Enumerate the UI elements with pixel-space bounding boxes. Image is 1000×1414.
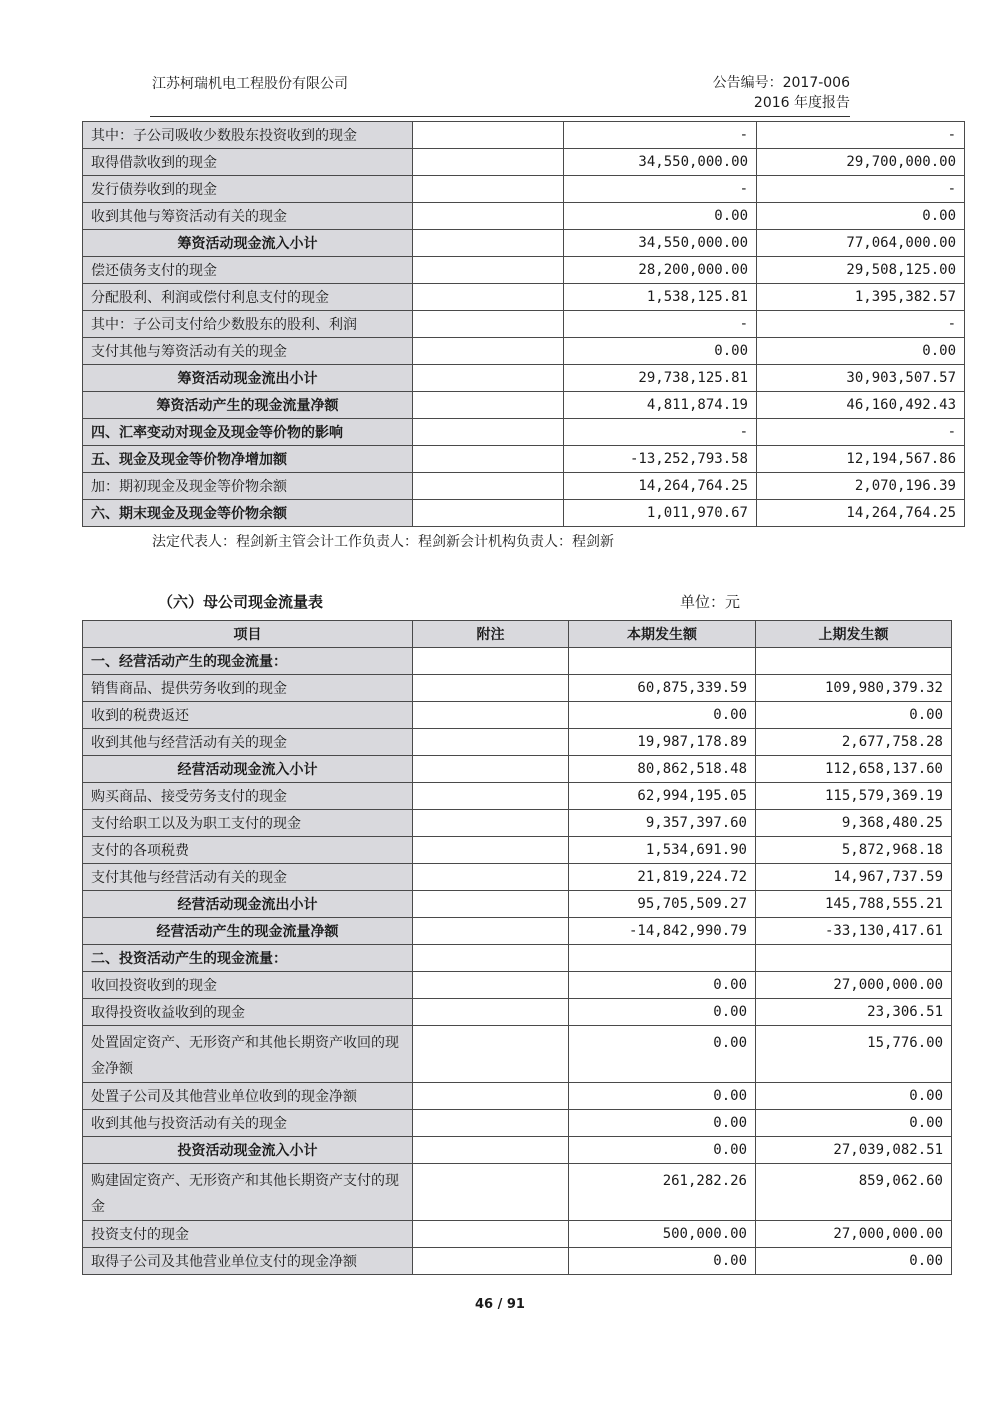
row-note xyxy=(413,972,569,999)
prior-value: 29,508,125.00 xyxy=(757,257,965,284)
prior-value: 9,368,480.25 xyxy=(756,810,952,837)
prior-value: 1,395,382.57 xyxy=(757,284,965,311)
prior-value xyxy=(756,945,952,972)
row-note xyxy=(413,783,569,810)
current-value: - xyxy=(564,122,757,149)
row-label: 偿还债务支付的现金 xyxy=(83,257,413,284)
row-note xyxy=(413,446,564,473)
table-row xyxy=(83,783,952,810)
table-row xyxy=(83,756,952,783)
header-prior: 上期发生额 xyxy=(756,621,952,648)
table-row xyxy=(83,810,952,837)
prior-value: - xyxy=(757,311,965,338)
table-header-row xyxy=(83,621,952,648)
current-value: 4,811,874.19 xyxy=(564,392,757,419)
row-label: 五、现金及现金等价物净增加额 xyxy=(83,446,413,473)
row-note xyxy=(413,729,569,756)
row-note xyxy=(413,122,564,149)
current-value: 0.00 xyxy=(569,1110,756,1137)
prior-value: 27,000,000.00 xyxy=(756,972,952,999)
row-label: 取得投资收益收到的现金 xyxy=(83,999,413,1026)
prior-value: 109,980,379.32 xyxy=(756,675,952,702)
prior-value: 859,062.60 xyxy=(756,1164,952,1221)
current-value: 500,000.00 xyxy=(569,1221,756,1248)
table-row xyxy=(83,648,952,675)
row-label: 二、投资活动产生的现金流量： xyxy=(83,945,413,972)
current-value: 261,282.26 xyxy=(569,1164,756,1221)
prior-value: 5,872,968.18 xyxy=(756,837,952,864)
row-note xyxy=(413,999,569,1026)
row-note xyxy=(413,702,569,729)
row-note xyxy=(413,419,564,446)
table-row xyxy=(83,1164,952,1221)
row-note xyxy=(413,257,564,284)
row-note xyxy=(413,675,569,702)
row-note xyxy=(413,864,569,891)
current-value: 21,819,224.72 xyxy=(569,864,756,891)
row-label: 六、期末现金及现金等价物余额 xyxy=(83,500,413,527)
prior-value: -33,130,417.61 xyxy=(756,918,952,945)
current-value: 0.00 xyxy=(569,999,756,1026)
table-row xyxy=(83,1221,952,1248)
current-value: 0.00 xyxy=(569,1137,756,1164)
table-row xyxy=(83,1083,952,1110)
row-note xyxy=(413,1026,569,1083)
row-label: 收回投资收到的现金 xyxy=(83,972,413,999)
row-note xyxy=(413,473,564,500)
table-row xyxy=(83,702,952,729)
current-value: - xyxy=(564,419,757,446)
prior-value xyxy=(756,648,952,675)
row-note xyxy=(413,176,564,203)
table-row xyxy=(83,864,952,891)
table-row xyxy=(83,365,965,392)
table-row xyxy=(83,1137,952,1164)
table-row xyxy=(83,311,965,338)
current-value: 60,875,339.59 xyxy=(569,675,756,702)
financing-cashflow-table xyxy=(82,121,965,527)
row-label: 其中：子公司吸收少数股东投资收到的现金 xyxy=(83,122,413,149)
row-label: 一、经营活动产生的现金流量： xyxy=(83,648,413,675)
prior-value: 0.00 xyxy=(757,203,965,230)
row-label: 加：期初现金及现金等价物余额 xyxy=(83,473,413,500)
table-row xyxy=(83,257,965,284)
row-label: 支付给职工以及为职工支付的现金 xyxy=(83,810,413,837)
table-row xyxy=(83,837,952,864)
table-row xyxy=(83,419,965,446)
prior-value: - xyxy=(757,419,965,446)
table-row xyxy=(83,203,965,230)
row-note xyxy=(413,392,564,419)
row-label: 购建固定资产、无形资产和其他长期资产支付的现金 xyxy=(83,1164,413,1221)
header-right xyxy=(713,73,850,113)
row-note xyxy=(413,1221,569,1248)
current-value: -14,842,990.79 xyxy=(569,918,756,945)
table-row xyxy=(83,891,952,918)
prior-value: 27,000,000.00 xyxy=(756,1221,952,1248)
table-row xyxy=(83,473,965,500)
unit-label: 单位：元 xyxy=(680,593,741,611)
table-row xyxy=(83,729,952,756)
prior-value: - xyxy=(757,122,965,149)
table-row xyxy=(83,149,965,176)
prior-value: 145,788,555.21 xyxy=(756,891,952,918)
prior-value: 27,039,082.51 xyxy=(756,1137,952,1164)
prior-value: 14,264,764.25 xyxy=(757,500,965,527)
prior-value: 30,903,507.57 xyxy=(757,365,965,392)
row-note xyxy=(413,1083,569,1110)
prior-value: 0.00 xyxy=(756,1083,952,1110)
current-value: - xyxy=(564,311,757,338)
prior-value: 0.00 xyxy=(756,702,952,729)
header-current: 本期发生额 xyxy=(569,621,756,648)
row-label: 处置固定资产、无形资产和其他长期资产收回的现金净额 xyxy=(83,1026,413,1083)
table-row xyxy=(83,1110,952,1137)
current-value: 1,538,125.81 xyxy=(564,284,757,311)
row-label: 经营活动产生的现金流量净额 xyxy=(83,918,413,945)
table-row xyxy=(83,945,952,972)
row-label: 购买商品、接受劳务支付的现金 xyxy=(83,783,413,810)
notice-number: 公告编号：2017-006 xyxy=(712,75,850,91)
prior-value: 2,070,196.39 xyxy=(757,473,965,500)
current-value: 80,862,518.48 xyxy=(569,756,756,783)
row-label: 发行债券收到的现金 xyxy=(83,176,413,203)
table-row xyxy=(83,972,952,999)
row-label: 支付其他与筹资活动有关的现金 xyxy=(83,338,413,365)
current-value: 1,011,970.67 xyxy=(564,500,757,527)
row-label: 取得借款收到的现金 xyxy=(83,149,413,176)
current-value: 0.00 xyxy=(569,972,756,999)
prior-value: 23,306.51 xyxy=(756,999,952,1026)
current-value: 0.00 xyxy=(569,1248,756,1275)
row-label: 支付其他与经营活动有关的现金 xyxy=(83,864,413,891)
table-row xyxy=(83,446,965,473)
prior-value: 0.00 xyxy=(756,1248,952,1275)
current-value: 0.00 xyxy=(569,1083,756,1110)
row-label: 投资活动现金流入小计 xyxy=(83,1137,413,1164)
header-rule xyxy=(150,116,850,117)
row-label: 经营活动现金流出小计 xyxy=(83,891,413,918)
current-value: 0.00 xyxy=(564,338,757,365)
report-year: 2016 年度报告 xyxy=(753,95,850,111)
row-label: 四、汇率变动对现金及现金等价物的影响 xyxy=(83,419,413,446)
current-value: 9,357,397.60 xyxy=(569,810,756,837)
prior-value: 14,967,737.59 xyxy=(756,864,952,891)
row-note xyxy=(413,149,564,176)
row-label: 处置子公司及其他营业单位收到的现金净额 xyxy=(83,1083,413,1110)
table-row xyxy=(83,999,952,1026)
table-row xyxy=(83,176,965,203)
prior-value: 46,160,492.43 xyxy=(757,392,965,419)
row-label: 其中：子公司支付给少数股东的股利、利润 xyxy=(83,311,413,338)
current-value: 34,550,000.00 xyxy=(564,149,757,176)
row-note xyxy=(413,1164,569,1221)
prior-value: 115,579,369.19 xyxy=(756,783,952,810)
current-value xyxy=(569,648,756,675)
row-label: 收到的税费返还 xyxy=(83,702,413,729)
current-value: 0.00 xyxy=(569,1026,756,1083)
prior-value: 29,700,000.00 xyxy=(757,149,965,176)
current-value: 0.00 xyxy=(564,203,757,230)
row-note xyxy=(413,918,569,945)
current-value: 29,738,125.81 xyxy=(564,365,757,392)
table-row xyxy=(83,675,952,702)
prior-value: - xyxy=(757,176,965,203)
current-value: 62,994,195.05 xyxy=(569,783,756,810)
prior-value: 112,658,137.60 xyxy=(756,756,952,783)
row-label: 投资支付的现金 xyxy=(83,1221,413,1248)
prior-value: 2,677,758.28 xyxy=(756,729,952,756)
row-note xyxy=(413,338,564,365)
row-note xyxy=(413,284,564,311)
current-value: 34,550,000.00 xyxy=(564,230,757,257)
table-row xyxy=(83,1026,952,1083)
table-row xyxy=(83,230,965,257)
table-row xyxy=(83,338,965,365)
row-label: 销售商品、提供劳务收到的现金 xyxy=(83,675,413,702)
current-value: 14,264,764.25 xyxy=(564,473,757,500)
row-label: 收到其他与投资活动有关的现金 xyxy=(83,1110,413,1137)
row-note xyxy=(413,1110,569,1137)
table-row xyxy=(83,122,965,149)
row-label: 取得子公司及其他营业单位支付的现金净额 xyxy=(83,1248,413,1275)
row-label: 收到其他与筹资活动有关的现金 xyxy=(83,203,413,230)
table-row xyxy=(83,284,965,311)
row-note xyxy=(413,500,564,527)
row-note xyxy=(413,945,569,972)
company-name: 江苏柯瑞机电工程股份有限公司 xyxy=(152,76,348,92)
page-number: 46 / 91 xyxy=(475,1297,525,1312)
prior-value: 0.00 xyxy=(756,1110,952,1137)
current-value: 19,987,178.89 xyxy=(569,729,756,756)
prior-value: 0.00 xyxy=(757,338,965,365)
row-label: 筹资活动现金流出小计 xyxy=(83,365,413,392)
row-note xyxy=(413,230,564,257)
parent-cashflow-title: （六）母公司现金流量表 xyxy=(158,593,324,611)
table-row xyxy=(83,500,965,527)
row-note xyxy=(413,1248,569,1275)
current-value: 28,200,000.00 xyxy=(564,257,757,284)
table-row xyxy=(83,918,952,945)
current-value: - xyxy=(564,176,757,203)
row-note xyxy=(413,837,569,864)
row-label: 收到其他与经营活动有关的现金 xyxy=(83,729,413,756)
signature-footnote: 法定代表人：程剑新主管会计工作负责人：程剑新会计机构负责人：程剑新 xyxy=(152,534,614,550)
header-note: 附注 xyxy=(413,621,569,648)
row-note xyxy=(413,365,564,392)
row-label: 经营活动现金流入小计 xyxy=(83,756,413,783)
current-value: 0.00 xyxy=(569,702,756,729)
prior-value: 77,064,000.00 xyxy=(757,230,965,257)
row-label: 筹资活动现金流入小计 xyxy=(83,230,413,257)
prior-value: 12,194,567.86 xyxy=(757,446,965,473)
row-note xyxy=(413,891,569,918)
row-label: 支付的各项税费 xyxy=(83,837,413,864)
row-note xyxy=(413,311,564,338)
current-value xyxy=(569,945,756,972)
row-note xyxy=(413,203,564,230)
row-note xyxy=(413,648,569,675)
current-value: 95,705,509.27 xyxy=(569,891,756,918)
row-label: 分配股利、利润或偿付利息支付的现金 xyxy=(83,284,413,311)
table-row xyxy=(83,392,965,419)
table-row xyxy=(83,1248,952,1275)
row-note xyxy=(413,810,569,837)
current-value: -13,252,793.58 xyxy=(564,446,757,473)
current-value: 1,534,691.90 xyxy=(569,837,756,864)
row-note xyxy=(413,1137,569,1164)
parent-cashflow-table xyxy=(82,620,952,1275)
row-note xyxy=(413,756,569,783)
row-label: 筹资活动产生的现金流量净额 xyxy=(83,392,413,419)
header-item: 项目 xyxy=(83,621,413,648)
prior-value: 15,776.00 xyxy=(756,1026,952,1083)
